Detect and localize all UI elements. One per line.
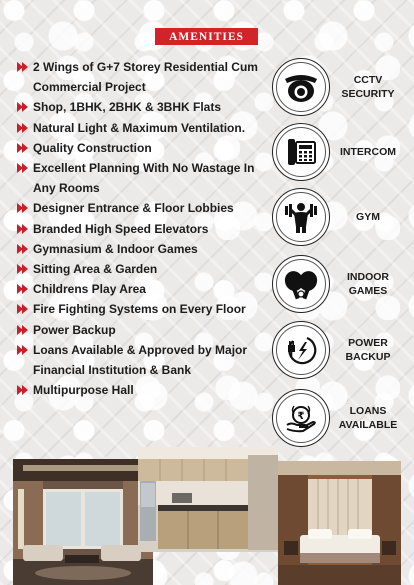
amenity-label: INDOOR bbox=[347, 271, 389, 283]
amenity-label: INTERCOM bbox=[340, 146, 396, 158]
feature-item bbox=[17, 380, 267, 400]
feature-item bbox=[17, 239, 267, 259]
arrow-bullet-icon bbox=[17, 239, 30, 259]
feature-text: Branded High Speed Elevators bbox=[33, 221, 209, 236]
amenity-label: AVAILABLE bbox=[338, 419, 398, 431]
feature-item bbox=[17, 138, 267, 158]
amenity-label: GAMES bbox=[348, 285, 388, 297]
amenity-label: BACKUP bbox=[345, 351, 391, 363]
feature-text: Quality Construction bbox=[33, 140, 152, 155]
feature-item bbox=[17, 198, 267, 218]
amenity-cctv bbox=[272, 58, 402, 120]
arrow-bullet-icon bbox=[17, 57, 30, 77]
rupee-hand-icon bbox=[276, 393, 326, 443]
arrow-bullet-icon bbox=[17, 279, 30, 299]
amenity-label: GYM bbox=[356, 211, 380, 223]
feature-text: Childrens Play Area bbox=[33, 282, 146, 297]
kitchen-photo bbox=[138, 447, 278, 552]
amenity-loans bbox=[272, 389, 402, 451]
feature-text: Sitting Area & Garden bbox=[33, 262, 158, 277]
feature-item bbox=[17, 118, 267, 138]
arrow-bullet-icon bbox=[17, 158, 30, 178]
intercom-phone-icon bbox=[276, 127, 326, 177]
feature-item bbox=[17, 219, 267, 239]
feature-text: Designer Entrance & Floor Lobbies bbox=[33, 201, 234, 216]
feature-text: Multipurpose Hall bbox=[33, 383, 134, 398]
feature-item bbox=[17, 279, 267, 299]
arrow-bullet-icon bbox=[17, 198, 30, 218]
feature-text: Power Backup bbox=[33, 322, 116, 337]
feature-text: Shop, 1BHK, 2BHK & 3BHK Flats bbox=[33, 100, 222, 115]
arrow-bullet-icon bbox=[17, 259, 30, 279]
feature-text: Loans Available & Approved by Major bbox=[33, 342, 248, 357]
amenity-intercom bbox=[272, 123, 402, 185]
feature-item bbox=[17, 320, 267, 340]
power-plug-icon bbox=[276, 325, 326, 375]
amenity-power-backup bbox=[272, 321, 402, 383]
svg-text:₹: ₹ bbox=[297, 411, 305, 422]
feature-text: Any Rooms bbox=[33, 181, 100, 196]
feature-item bbox=[17, 97, 267, 117]
feature-text: 2 Wings of G+7 Storey Residential Cum bbox=[33, 60, 258, 74]
arrow-bullet-icon bbox=[17, 320, 30, 340]
feature-text: Commercial Project bbox=[33, 80, 146, 95]
amenity-gym bbox=[272, 188, 402, 250]
feature-list bbox=[17, 57, 267, 400]
feature-text: Natural Light & Maximum Ventilation. bbox=[33, 120, 246, 135]
amenity-label: LOANS bbox=[349, 405, 387, 417]
amenity-label: POWER bbox=[348, 337, 388, 349]
arrow-bullet-icon bbox=[17, 118, 30, 138]
arrow-bullet-icon bbox=[17, 97, 30, 117]
feature-item bbox=[17, 340, 267, 380]
amenity-label: SECURITY bbox=[341, 88, 395, 100]
arrow-bullet-icon bbox=[17, 340, 30, 360]
feature-item bbox=[17, 259, 267, 279]
amenities-title: AMENITIES bbox=[169, 30, 244, 43]
feature-item bbox=[17, 299, 267, 319]
amenity-label: CCTV bbox=[353, 74, 383, 86]
amenities-banner bbox=[155, 28, 258, 45]
bedroom-photo bbox=[278, 461, 401, 585]
feature-item bbox=[17, 158, 267, 198]
feature-text: Excellent Planning With No Wastage In bbox=[33, 161, 255, 176]
table-tennis-icon bbox=[276, 259, 326, 309]
feature-text: Fire Fighting Systems on Every Floor bbox=[33, 302, 246, 317]
arrow-bullet-icon bbox=[17, 299, 30, 319]
cctv-camera-icon bbox=[276, 62, 326, 112]
feature-item bbox=[17, 57, 267, 97]
arrow-bullet-icon bbox=[17, 380, 30, 400]
interior-photo-strip bbox=[0, 447, 414, 585]
living-room-photo bbox=[13, 459, 153, 585]
arrow-bullet-icon bbox=[17, 138, 30, 158]
feature-text: Financial Institution & Bank bbox=[33, 363, 192, 378]
gym-dumbbell-icon bbox=[276, 192, 326, 242]
feature-text: Gymnasium & Indoor Games bbox=[33, 241, 198, 256]
amenity-indoor-games bbox=[272, 255, 402, 317]
arrow-bullet-icon bbox=[17, 219, 30, 239]
